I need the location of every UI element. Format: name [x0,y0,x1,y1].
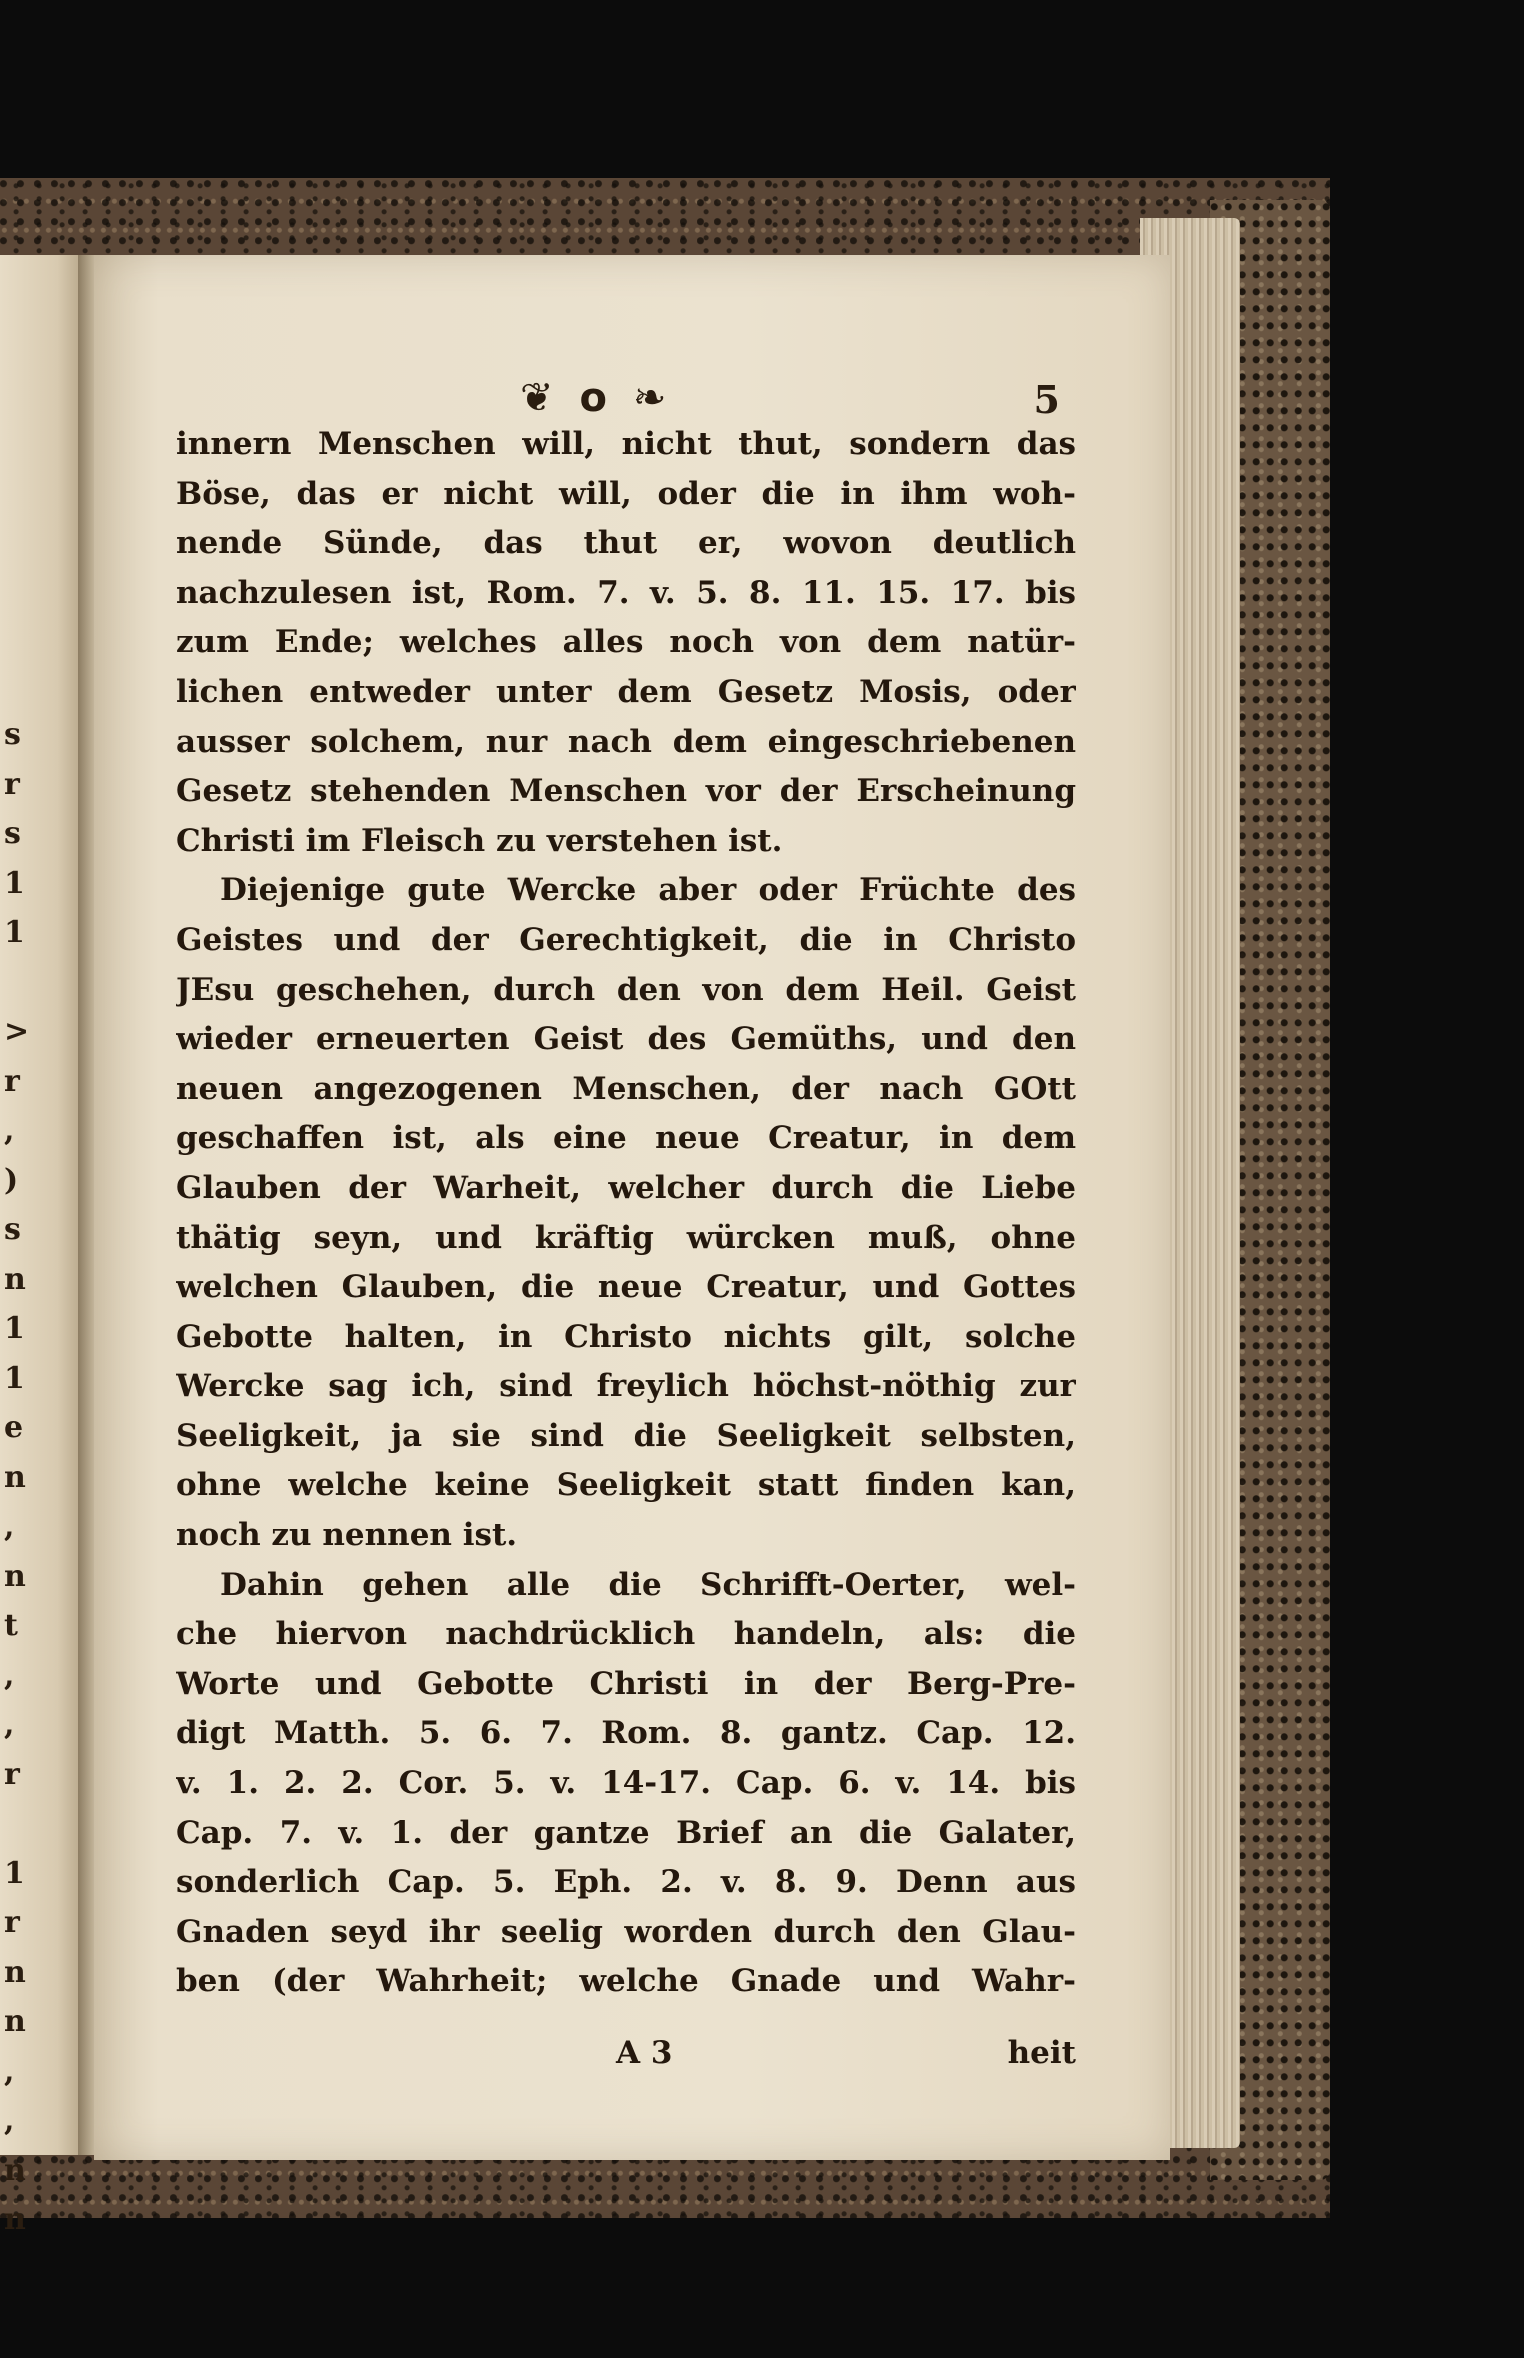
page-header [90,375,1080,425]
text-line: zum Ende; welches alles noch von dem natür- [176,624,1076,661]
text-line: Cap. 7. v. 1. der gantze Brief an die Galater, [176,1814,1076,1851]
ornament-icon: ❦ o ❧ [520,375,673,421]
text-line: nende Sünde, das thut er, wovon deutlich [176,525,1076,562]
text-line: JEsu geschehen, durch den von dem Heil. Geist [176,971,1076,1008]
text-line: ohne welche keine Seeligkeit statt finden kan, [176,1467,1076,1504]
text-line: neuen angezogenen Menschen, der nach GOtt [176,1070,1076,1107]
text-line: Glauben der Warheit, welcher durch die Liebe [176,1169,1076,1206]
text-line: lichen entweder unter dem Gesetz Mosis, oder [176,673,1076,710]
text-line: sonderlich Cap. 5. Eph. 2. v. 8. 9. Denn aus [176,1864,1076,1901]
text-line: Wercke sag ich, sind freylich höchst-nöthig zur [176,1368,1076,1405]
signature-mark: A 3 [616,2035,673,2071]
text-line: noch zu nennen ist. [176,1517,518,1554]
page-number: 5 [1033,377,1060,422]
text-line: Gesetz stehenden Menschen vor der Erscheinung [176,773,1076,810]
body-text [176,420,1076,2007]
text-line: ausser solchem, nur nach dem eingeschriebenen [176,723,1076,760]
text-line: welchen Glauben, die neue Creatur, und Gottes [176,1269,1076,1306]
text-line: ben (der Wahrheit; welche Gnade und Wahr- [176,1963,1076,2000]
text-line: v. 1. 2. 2. Cor. 5. v. 14-17. Cap. 6. v. 14. bis [176,1765,1076,1802]
text-line: Worte und Gebotte Christi in der Berg-Pre- [176,1665,1076,1702]
text-line: innern Menschen will, nicht thut, sondern das [176,426,1076,462]
text-line: wieder erneuerten Geist des Gemüths, und den [176,1021,1076,1058]
text-line: Gebotte halten, in Christo nichts gilt, solche [176,1318,1076,1355]
previous-page [0,255,82,2237]
catchword: heit [1007,2035,1076,2071]
text-line: geschaffen ist, als eine neue Creatur, in dem [176,1120,1076,1157]
text-line: Christi im Fleisch zu verstehen ist. [176,822,783,859]
text-line: Böse, das er nicht will, oder die in ihm woh- [176,475,1076,512]
text-line: Seeligkeit, ja sie sind die Seeligkeit selbsten, [176,1417,1076,1454]
previous-page-letters: s r s 1 1 > r , ) s n 1 1 e n , n t , , r 1 r n n , , n n [4,717,30,2237]
page-footer [176,2035,1076,2085]
text-line: nachzulesen ist, Rom. 7. v. 5. 8. 11. 15. 17. bis [176,574,1076,611]
text-line: thätig seyn, und kräftig würcken muß, ohne [176,1219,1076,1256]
text-line: Geistes und der Gerechtigkeit, die in Christo [176,921,1076,958]
text-line: Gnaden seyd ihr seelig worden durch den Glau- [176,1913,1076,1950]
text-line: digt Matth. 5. 6. 7. Rom. 8. gantz. Cap. 12. [176,1715,1076,1752]
text-line: che hiervon nachdrücklich handeln, als: die [176,1616,1076,1653]
text-line: Diejenige gute Wercke aber oder Früchte des [220,872,1076,909]
text-line: Dahin gehen alle die Schrifft-Oerter, wel- [220,1566,1076,1603]
